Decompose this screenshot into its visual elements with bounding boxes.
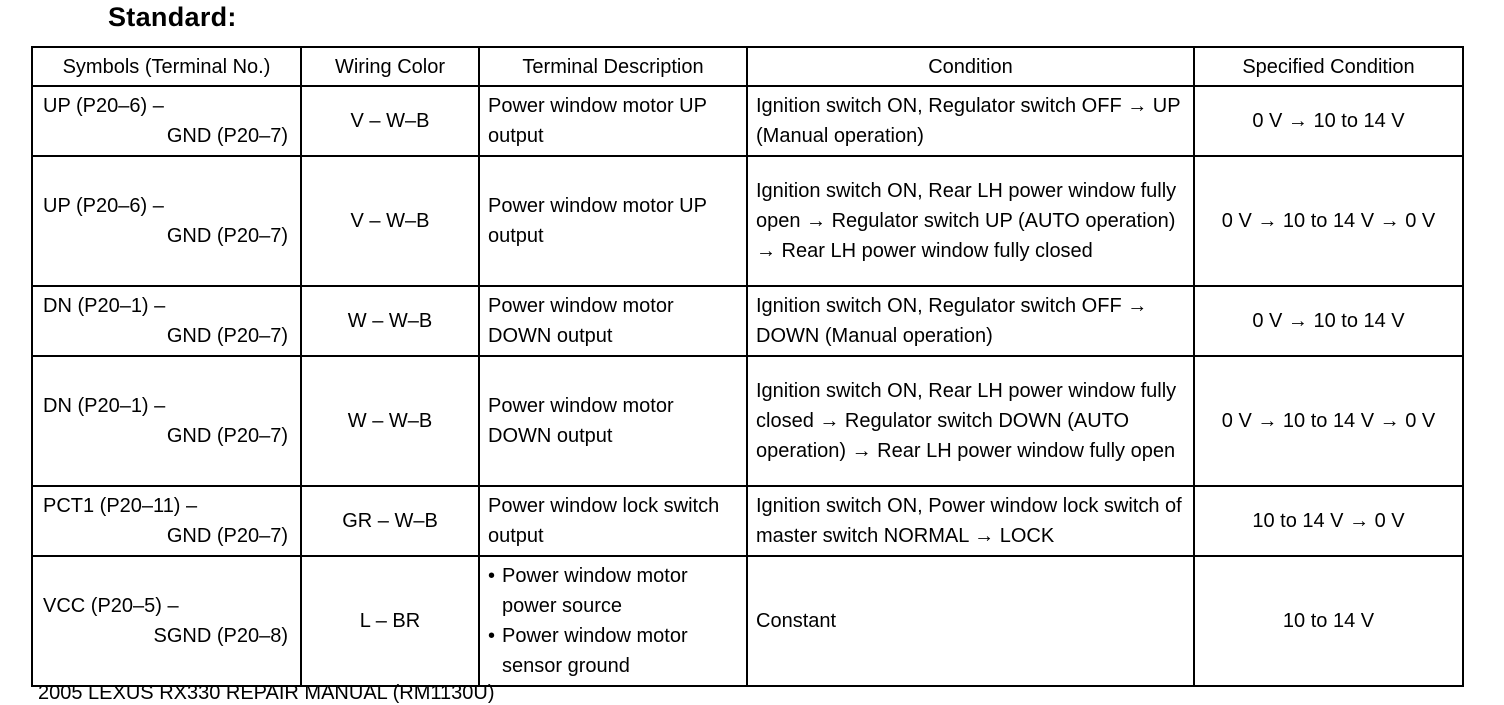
specified-condition-cell: 0 V → 10 to 14 V (1194, 286, 1463, 356)
header-symbols: Symbols (Terminal No.) (32, 47, 301, 86)
table-row (32, 156, 1463, 286)
symbol-cell (32, 556, 301, 686)
terminal-description-cell (479, 556, 747, 686)
manual-footer: 2005 LEXUS RX330 REPAIR MANUAL (RM1130U) (38, 682, 495, 704)
table-row (32, 486, 1463, 556)
table-row (32, 356, 1463, 486)
header-wiring-color: Wiring Color (301, 47, 479, 86)
symbol-terminal: DN (P20–1) – (43, 395, 166, 417)
condition-cell: Ignition switch ON, Regulator switch OFF → DOWN (Manual operation) (747, 286, 1194, 356)
wiring-color-cell: V – W–B (301, 86, 479, 156)
condition-cell: Ignition switch ON, Rear LH power window fully closed → Regulator switch DOWN (AUTO operation) → Rear LH power window fully open (747, 356, 1194, 486)
specified-condition-cell: 0 V → 10 to 14 V → 0 V (1194, 156, 1463, 286)
description-bullet-list (488, 561, 738, 681)
symbol-ground: GND (P20–7) (166, 225, 288, 247)
description-bullet-item: • Power window motor power source (488, 561, 738, 621)
specified-condition-cell: 10 to 14 V → 0 V (1194, 486, 1463, 556)
symbol-cell (32, 156, 301, 286)
condition-cell: Ignition switch ON, Regulator switch OFF → UP (Manual operation) (747, 86, 1194, 156)
symbol-cell (32, 356, 301, 486)
header-condition: Condition (747, 47, 1194, 86)
terminal-spec-table (31, 46, 1464, 687)
wiring-color-cell: V – W–B (301, 156, 479, 286)
symbol-cell (32, 286, 301, 356)
symbol-terminal: DN (P20–1) – (43, 295, 166, 317)
symbol-terminal: PCT1 (P20–11) – (43, 495, 198, 517)
symbol-terminal: UP (P20–6) – (43, 195, 164, 217)
symbol-ground: GND (P20–7) (166, 425, 288, 447)
terminal-description-cell: Power window motor DOWN output (479, 286, 747, 356)
table-row (32, 86, 1463, 156)
terminal-description-cell: Power window motor UP output (479, 86, 747, 156)
condition-cell: Constant (747, 556, 1194, 686)
table-header-row (32, 47, 1463, 86)
wiring-color-cell: GR – W–B (301, 486, 479, 556)
specified-condition-cell: 10 to 14 V (1194, 556, 1463, 686)
symbol-ground: GND (P20–7) (166, 525, 288, 547)
symbol-cell (32, 486, 301, 556)
symbol-terminal: UP (P20–6) – (43, 95, 164, 117)
symbol-cell (32, 86, 301, 156)
header-terminal-description: Terminal Description (479, 47, 747, 86)
table-row (32, 286, 1463, 356)
table-row (32, 556, 1463, 686)
wiring-color-cell: W – W–B (301, 356, 479, 486)
condition-cell: Ignition switch ON, Power window lock switch of master switch NORMAL → LOCK (747, 486, 1194, 556)
wiring-color-cell: L – BR (301, 556, 479, 686)
specified-condition-cell: 0 V → 10 to 14 V (1194, 86, 1463, 156)
terminal-description-cell: Power window lock switch output (479, 486, 747, 556)
wiring-color-cell: W – W–B (301, 286, 479, 356)
symbol-ground: GND (P20–7) (166, 325, 288, 347)
specified-condition-cell: 0 V → 10 to 14 V → 0 V (1194, 356, 1463, 486)
page-heading: Standard: (108, 2, 237, 32)
symbol-ground: SGND (P20–8) (153, 625, 288, 647)
terminal-description-cell: Power window motor UP output (479, 156, 747, 286)
symbol-ground: GND (P20–7) (166, 125, 288, 147)
description-bullet-item: • Power window motor sensor ground (488, 621, 738, 681)
header-specified-condition: Specified Condition (1194, 47, 1463, 86)
condition-cell: Ignition switch ON, Rear LH power window fully open → Regulator switch UP (AUTO operation) → Rear LH power window fully closed (747, 156, 1194, 286)
terminal-description-cell: Power window motor DOWN output (479, 356, 747, 486)
symbol-terminal: VCC (P20–5) – (43, 595, 179, 617)
